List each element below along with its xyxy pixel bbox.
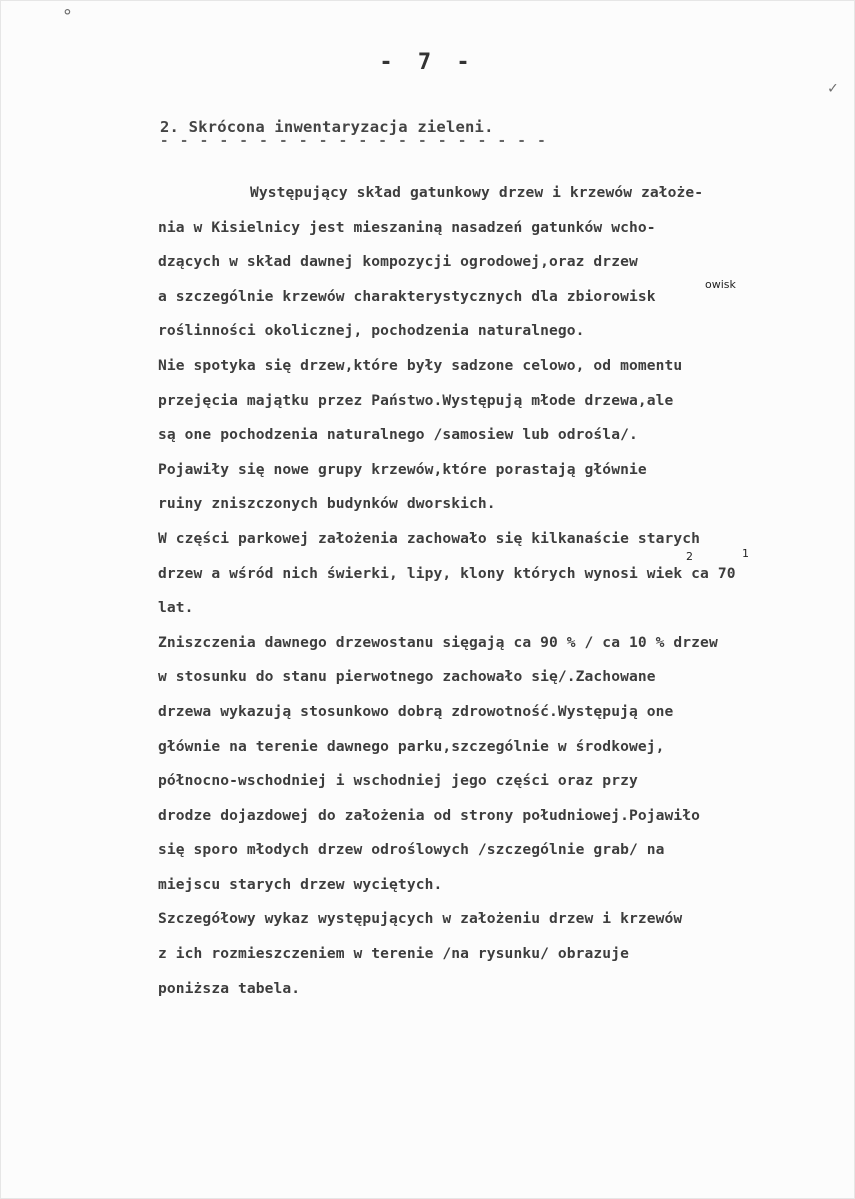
text-line: drodze dojazdowej do założenia od strony południowej.Pojawiło: [158, 806, 701, 824]
text-line: północno-wschodniej i wschodniej jego części oraz przy: [158, 772, 638, 790]
corner-tick-mark: °: [62, 6, 73, 27]
text-line: lat.: [158, 599, 194, 617]
text-line: z ich rozmieszczeniem w terenie /na rysunku/ obrazuje: [158, 945, 629, 963]
handwritten-annotation-owisk: owisk: [705, 278, 736, 291]
text-line: drzewa wykazują stosunkowo dobrą zdrowotność.Występują one: [158, 702, 674, 720]
text-line: nia w Kisielnicy jest mieszaniną nasadzeń gatunków wcho-: [158, 218, 656, 236]
section-heading: 2. Skrócona inwentaryzacja zieleni.: [160, 118, 494, 136]
text-line: ruiny zniszczonych budynków dworskich.: [158, 495, 496, 513]
text-line: W części parkowej założenia zachowało się kilkanaście starych: [158, 529, 701, 547]
text-line: dzących w skład dawnej kompozycji ogrodowej,oraz drzew: [158, 253, 638, 271]
corner-tick-mark-right: ✓: [828, 78, 838, 97]
text-line: Zniszczenia dawnego drzewostanu sięgają ca 90 % / ca 10 % drzew: [158, 633, 718, 651]
handwritten-annotation-1: 1: [742, 547, 749, 560]
text-line: głównie na terenie dawnego parku,szczególnie w środkowej,: [158, 737, 665, 755]
text-line: Nie spotyka się drzew,które były sadzone celowo, od momentu: [158, 356, 683, 374]
body-paragraphs: [158, 176, 828, 1006]
text-line: a szczególnie krzewów charakterystycznych dla zbiorowisk: [158, 287, 656, 305]
text-line: w stosunku do stanu pierwotnego zachowało się/.Zachowane: [158, 668, 656, 686]
page-number: - 7 -: [379, 50, 476, 75]
text-line: roślinności okolicznej, pochodzenia naturalnego.: [158, 322, 585, 340]
text-line: miejscu starych drzew wyciętych.: [158, 875, 443, 893]
text-line: Pojawiły się nowe grupy krzewów,które porastają głównie: [158, 460, 647, 478]
text-line: są one pochodzenia naturalnego /samosiew lub odrośla/.: [158, 426, 638, 444]
handwritten-annotation-2: 2: [686, 550, 693, 563]
text-line: Szczegółowy wykaz występujących w założeniu drzew i krzewów: [158, 910, 683, 928]
text-line: Występujący skład gatunkowy drzew i krzewów założe-: [250, 184, 704, 201]
heading-underline: - - - - - - - - - - - - - - - - - - - -: [160, 133, 548, 149]
text-line: się sporo młodych drzew odroślowych /szczególnie grab/ na: [158, 841, 665, 859]
text-line: przejęcia majątku przez Państwo.Występują młode drzewa,ale: [158, 391, 674, 409]
text-line: drzew a wśród nich świerki, lipy, klony których wynosi wiek ca 70: [158, 564, 736, 582]
text-line: poniższa tabela.: [158, 979, 301, 997]
